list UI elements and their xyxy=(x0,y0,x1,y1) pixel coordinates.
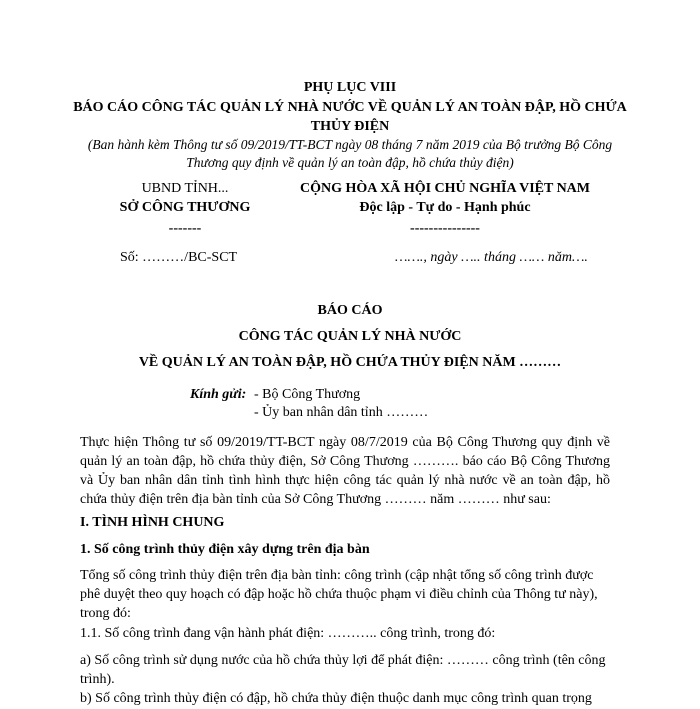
document-date: ……., ngày ….. tháng …… năm…. xyxy=(395,250,588,265)
appendix-title: PHỤ LỤC VIII xyxy=(303,80,397,95)
national-motto-block xyxy=(270,180,620,236)
agency-province: UBND TỈNH... xyxy=(141,181,229,196)
intro-paragraph: Thực hiện Thông tư số 09/2019/TT-BCT ngày 08/7/2019 của Bộ Công Thương quy định về quản lý an toàn đập, hồ chứa thủy điện, Sở Công Thương ………. báo cáo Bộ Công Thương và Ủy ban nhân dân tỉnh tình hình thực hiện công tác quản lý nhà nước về an toàn đập, hồ chứa thủy điện trên địa bàn tỉnh của Sở Công Thương ……… năm ……… như sau: xyxy=(80,435,610,507)
country-name: CỘNG HÒA XÃ HỘI CHỦ NGHĨA VIỆT NAM xyxy=(299,181,590,196)
paragraph: Tổng số công trình thủy điện trên địa bàn tỉnh: công trình (cập nhật tổng số công trình được phê duyệt theo quy hoạch có đập hoặc hồ chứa thuộc phạm vi điều chỉnh của Thông tư này), trong đó: xyxy=(80,568,598,621)
agency-divider: ------- xyxy=(168,220,202,236)
subsection-heading: 1. Số công trình thủy điện xây dựng trên địa bàn xyxy=(80,542,370,557)
motto-divider: --------------- xyxy=(410,220,480,236)
section-heading: I. TÌNH HÌNH CHUNG xyxy=(80,515,225,530)
recipient-item: - Ủy ban nhân dân tỉnh ……… xyxy=(254,405,429,420)
appendix-subtitle: BÁO CÁO CÔNG TÁC QUẢN LÝ NHÀ NƯỚC VỀ QUẢN LÝ AN TOÀN ĐẬP, HỒ CHỨA THỦY ĐIỆN xyxy=(73,100,627,134)
agency-block xyxy=(90,180,280,236)
paragraph: 1.1. Số công trình đang vận hành phát điện: ……….. công trình, trong đó: xyxy=(80,626,496,641)
agency-name: SỞ CÔNG THƯƠNG xyxy=(119,199,251,215)
report-subtitle-2: VỀ QUẢN LÝ AN TOÀN ĐẬP, HỒ CHỨA THỦY ĐIỆN NĂM ……… xyxy=(138,355,562,370)
paragraph: a) Số công trình sử dụng nước của hồ chứa thủy lợi để phát điện: ……… công trình (tên công trình). xyxy=(80,653,606,687)
report-subtitle-1: CÔNG TÁC QUẢN LÝ NHÀ NƯỚC xyxy=(238,329,462,344)
appendix-note: (Ban hành kèm Thông tư số 09/2019/TT-BCT ngày 08 tháng 7 năm 2019 của Bộ trưởng Bộ Công Thương quy định về quản lý an toàn đập, hồ chứa thủy điện) xyxy=(87,137,613,171)
recipient-item: - Bộ Công Thương xyxy=(254,387,361,402)
motto: Độc lập - Tự do - Hạnh phúc xyxy=(359,199,531,215)
recipients-label: Kính gửi: xyxy=(190,387,247,402)
document-number: Số: ………/BC-SCT xyxy=(120,250,238,265)
report-title: BÁO CÁO xyxy=(317,303,383,318)
paragraph: b) Số công trình thủy điện có đập, hồ chứa thủy điện thuộc danh mục công trình quan trọng xyxy=(80,691,592,706)
